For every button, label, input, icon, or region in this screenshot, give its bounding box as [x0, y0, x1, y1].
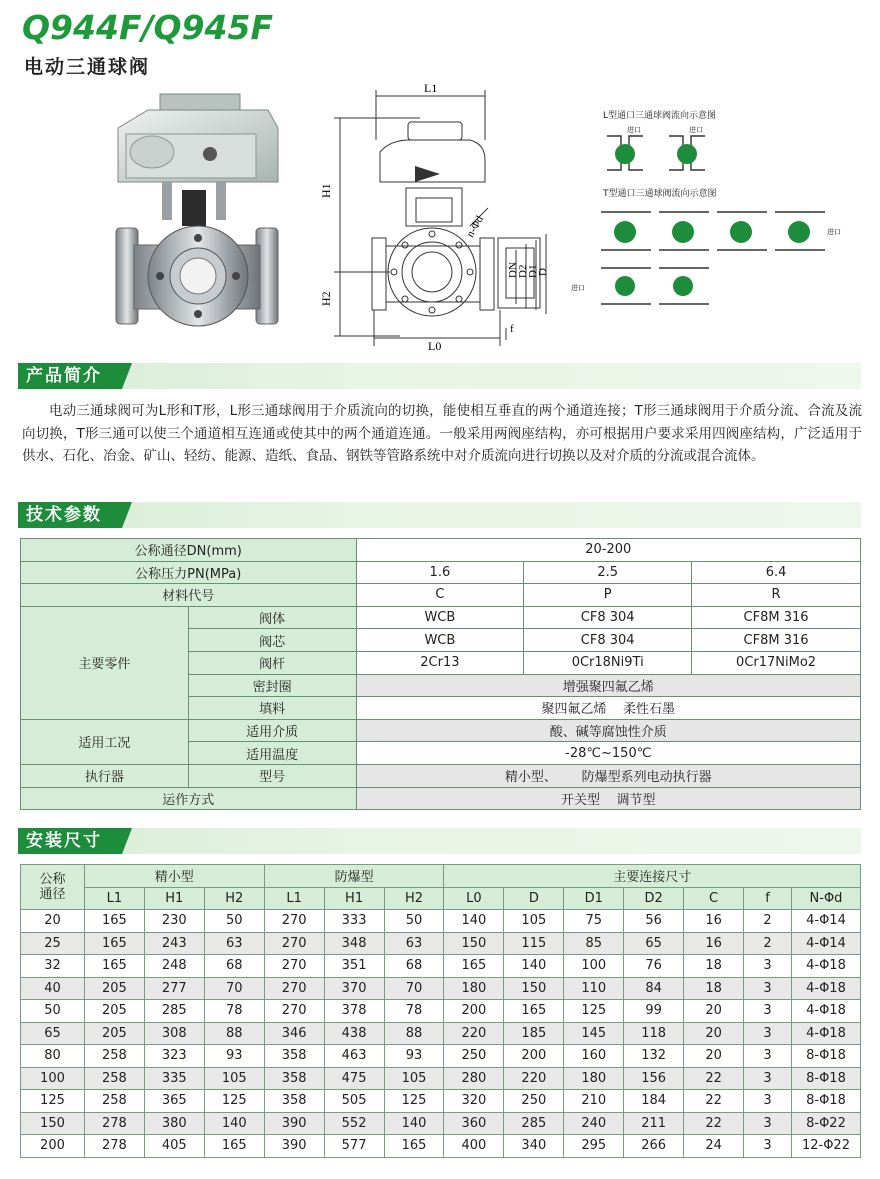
table-cell: 258	[84, 1045, 144, 1068]
table-cell: 125	[384, 1090, 444, 1113]
table-cell: 577	[324, 1135, 384, 1158]
table-cell: 93	[204, 1045, 264, 1068]
table-cell: 88	[204, 1022, 264, 1045]
table-cell: 4-Φ18	[791, 1022, 860, 1045]
dim-table-body	[21, 910, 861, 1158]
spec-pn-label: 公称压力PN(MPa)	[21, 561, 357, 584]
dim-column-header: C	[684, 887, 744, 910]
dim-subheader-row	[21, 887, 861, 910]
dim-label-l1: L1	[424, 81, 438, 95]
table-cell: 358	[264, 1090, 324, 1113]
table-cell: 3	[744, 977, 792, 1000]
intro-text: 电动三通球阀可为L形和T形，L形三通球阀用于介质流向的切换，能使相互垂直的两个通道连接；T形三通球阀用于介质分流、合流及流向切换，T形三通可以使三个通道相互连通或使其中的两个通道连通。一般采用两阀座结构，亦可根据用户要求采用四阀座结构，广泛适用于供水、石化、冶金、矿山、轻纺、能源、造纸、食品、钢铁等管路系统中对介质流向进行切换以及对介质的分流或混合流体。	[22, 403, 862, 464]
table-cell: 99	[624, 1000, 684, 1023]
table-row	[21, 1135, 861, 1158]
table-cell: 2	[744, 932, 792, 955]
dim-header-small: 精小型	[84, 865, 264, 888]
dim-dn-cell: 50	[21, 1000, 85, 1023]
dim-label-f: f	[510, 323, 514, 335]
table-cell: 105	[504, 910, 564, 933]
table-cell: 150	[504, 977, 564, 1000]
table-cell: 250	[504, 1090, 564, 1113]
table-cell: 505	[324, 1090, 384, 1113]
table-cell: 105	[204, 1067, 264, 1090]
spec-body-value: CF8 304	[524, 606, 692, 629]
table-cell: 84	[624, 977, 684, 1000]
table-cell: 22	[684, 1112, 744, 1135]
spec-material-code-label: 材料代号	[21, 584, 357, 607]
table-cell: 20	[684, 1022, 744, 1045]
table-cell: 380	[144, 1112, 204, 1135]
table-cell: 278	[84, 1112, 144, 1135]
dim-label-dn: DN	[507, 262, 519, 278]
dim-header-explosion: 防爆型	[264, 865, 444, 888]
table-cell: 205	[84, 1000, 144, 1023]
table-cell: 308	[144, 1022, 204, 1045]
intro-section-title: 产品简介	[18, 363, 122, 389]
table-cell: 68	[384, 955, 444, 978]
spec-packing-value: 聚四氟乙烯 柔性石墨	[356, 697, 861, 720]
table-cell: 405	[144, 1135, 204, 1158]
spec-condition-label: 适用工况	[21, 719, 189, 764]
table-cell: 18	[684, 955, 744, 978]
table-cell: 150	[444, 932, 504, 955]
table-cell: 184	[624, 1090, 684, 1113]
table-cell: 210	[564, 1090, 624, 1113]
table-cell: 140	[204, 1112, 264, 1135]
table-cell: 270	[264, 955, 324, 978]
table-cell: 360	[444, 1112, 504, 1135]
table-cell: 278	[84, 1135, 144, 1158]
table-cell: 8-Φ18	[791, 1090, 860, 1113]
table-cell: 348	[324, 932, 384, 955]
table-cell: 165	[384, 1135, 444, 1158]
table-cell: 475	[324, 1067, 384, 1090]
table-cell: 24	[684, 1135, 744, 1158]
dimension-drawing	[320, 78, 590, 353]
dim-header-connection: 主要连接尺寸	[444, 865, 861, 888]
dim-dn-cell: 80	[21, 1045, 85, 1068]
dim-label-nd: n-Φd	[464, 213, 486, 240]
table-cell: 280	[444, 1067, 504, 1090]
spec-temp-label: 适用温度	[188, 742, 356, 765]
dim-dn-cell: 32	[21, 955, 85, 978]
dim-label-d1: D1	[527, 264, 539, 278]
table-row	[21, 1045, 861, 1068]
table-row	[21, 1112, 861, 1135]
table-cell: 4-Φ14	[791, 932, 860, 955]
table-cell: 56	[624, 910, 684, 933]
dim-column-header: D	[504, 887, 564, 910]
dims-section-title: 安装尺寸	[18, 828, 122, 854]
spec-core-value: CF8M 316	[692, 629, 861, 652]
table-cell: 3	[744, 1112, 792, 1135]
dim-column-header: H2	[204, 887, 264, 910]
spec-medium-value: 酸、碱等腐蚀性介质	[356, 719, 861, 742]
table-row	[21, 932, 861, 955]
table-cell: 22	[684, 1090, 744, 1113]
table-cell: 180	[444, 977, 504, 1000]
table-cell: 2	[744, 910, 792, 933]
table-cell: 4-Φ18	[791, 955, 860, 978]
spec-seal-label: 密封圈	[188, 674, 356, 697]
table-cell: 205	[84, 977, 144, 1000]
table-cell: 4-Φ14	[791, 910, 860, 933]
table-cell: 65	[624, 932, 684, 955]
table-cell: 88	[384, 1022, 444, 1045]
table-cell: 132	[624, 1045, 684, 1068]
dim-dn-cell: 25	[21, 932, 85, 955]
spec-actuator-label: 执行器	[21, 764, 189, 787]
table-cell: 211	[624, 1112, 684, 1135]
spec-pn-value: 2.5	[524, 561, 692, 584]
table-cell: 333	[324, 910, 384, 933]
spec-stem-label: 阀杆	[188, 651, 356, 674]
dim-header-dn: 公称 通径	[21, 865, 85, 910]
table-cell: 358	[264, 1045, 324, 1068]
table-cell: 4-Φ18	[791, 977, 860, 1000]
table-row	[21, 1067, 861, 1090]
dim-column-header: D1	[564, 887, 624, 910]
table-cell: 8-Φ18	[791, 1045, 860, 1068]
table-cell: 351	[324, 955, 384, 978]
table-cell: 438	[324, 1022, 384, 1045]
table-cell: 18	[684, 977, 744, 1000]
table-cell: 358	[264, 1067, 324, 1090]
table-cell: 250	[444, 1045, 504, 1068]
dim-column-header: H1	[324, 887, 384, 910]
table-cell: 78	[384, 1000, 444, 1023]
spec-temp-value: -28℃~150℃	[356, 742, 861, 765]
table-cell: 78	[204, 1000, 264, 1023]
table-cell: 165	[84, 955, 144, 978]
spec-pn-value: 6.4	[692, 561, 861, 584]
table-cell: 3	[744, 1022, 792, 1045]
spec-dn-label: 公称通径DN(mm)	[21, 539, 357, 562]
t-flow-title: T型通口三通球阀流向示意图	[603, 189, 717, 199]
spec-material-code: C	[356, 584, 524, 607]
flow-diagram	[571, 108, 855, 340]
table-cell: 258	[84, 1090, 144, 1113]
dim-column-header: D2	[624, 887, 684, 910]
table-cell: 346	[264, 1022, 324, 1045]
table-cell: 258	[84, 1067, 144, 1090]
spec-main-parts-label: 主要零件	[21, 606, 189, 719]
dim-column-header: H1	[144, 887, 204, 910]
table-cell: 270	[264, 1000, 324, 1023]
table-cell: 12-Φ22	[791, 1135, 860, 1158]
table-cell: 270	[264, 910, 324, 933]
dimension-table	[20, 864, 861, 1158]
table-cell: 320	[444, 1090, 504, 1113]
spec-core-label: 阀芯	[188, 629, 356, 652]
table-cell: 50	[204, 910, 264, 933]
table-cell: 140	[504, 955, 564, 978]
spec-table	[20, 538, 861, 810]
table-cell: 400	[444, 1135, 504, 1158]
dim-column-header: L1	[84, 887, 144, 910]
table-cell: 68	[204, 955, 264, 978]
table-cell: 165	[444, 955, 504, 978]
table-cell: 552	[324, 1112, 384, 1135]
dim-dn-cell: 40	[21, 977, 85, 1000]
table-cell: 100	[564, 955, 624, 978]
table-cell: 390	[264, 1112, 324, 1135]
table-cell: 4-Φ18	[791, 1000, 860, 1023]
table-cell: 63	[204, 932, 264, 955]
inlet-label-2: 进口	[689, 126, 703, 134]
table-cell: 248	[144, 955, 204, 978]
dim-label-l0: L0	[428, 339, 442, 353]
table-cell: 270	[264, 932, 324, 955]
table-cell: 156	[624, 1067, 684, 1090]
table-cell: 125	[204, 1090, 264, 1113]
dim-label-d: D	[537, 268, 549, 276]
table-cell: 180	[564, 1067, 624, 1090]
table-cell: 20	[684, 1045, 744, 1068]
table-cell: 205	[84, 1022, 144, 1045]
table-cell: 118	[624, 1022, 684, 1045]
table-cell: 266	[624, 1135, 684, 1158]
table-cell: 185	[504, 1022, 564, 1045]
table-cell: 160	[564, 1045, 624, 1068]
inlet-label-1: 进口	[627, 126, 641, 134]
spec-type-label: 型号	[188, 764, 356, 787]
dim-dn-cell: 125	[21, 1090, 85, 1113]
dim-dn-cell: 150	[21, 1112, 85, 1135]
table-cell: 165	[504, 1000, 564, 1023]
table-cell: 20	[684, 1000, 744, 1023]
table-cell: 3	[744, 1135, 792, 1158]
table-cell: 165	[84, 932, 144, 955]
table-cell: 285	[144, 1000, 204, 1023]
table-row	[21, 1090, 861, 1113]
dim-column-header: H2	[384, 887, 444, 910]
table-cell: 70	[204, 977, 264, 1000]
table-cell: 63	[384, 932, 444, 955]
spec-core-value: CF8 304	[524, 629, 692, 652]
spec-core-value: WCB	[356, 629, 524, 652]
table-row	[21, 1022, 861, 1045]
table-cell: 270	[264, 977, 324, 1000]
table-cell: 125	[564, 1000, 624, 1023]
table-cell: 340	[504, 1135, 564, 1158]
table-cell: 295	[564, 1135, 624, 1158]
table-cell: 230	[144, 910, 204, 933]
table-cell: 463	[324, 1045, 384, 1068]
spec-seal-value: 增强聚四氟乙烯	[356, 674, 861, 697]
spec-dn-value: 20-200	[356, 539, 861, 562]
intro-section-bar	[18, 363, 861, 389]
table-cell: 50	[384, 910, 444, 933]
table-cell: 365	[144, 1090, 204, 1113]
table-cell: 140	[384, 1112, 444, 1135]
spec-type-value: 精小型、 防爆型系列电动执行器	[356, 764, 861, 787]
table-cell: 22	[684, 1067, 744, 1090]
l-flow-title: L型通口三通球阀流向示意图	[603, 111, 717, 121]
table-cell: 165	[84, 910, 144, 933]
table-row	[21, 1000, 861, 1023]
table-cell: 105	[384, 1067, 444, 1090]
table-cell: 3	[744, 955, 792, 978]
table-cell: 200	[504, 1045, 564, 1068]
table-row	[21, 977, 861, 1000]
dim-dn-cell: 20	[21, 910, 85, 933]
table-cell: 3	[744, 1045, 792, 1068]
dim-dn-cell: 65	[21, 1022, 85, 1045]
dim-dn-cell: 200	[21, 1135, 85, 1158]
table-cell: 115	[504, 932, 564, 955]
spec-stem-value: 2Cr13	[356, 651, 524, 674]
valve-photo	[108, 90, 298, 340]
table-cell: 243	[144, 932, 204, 955]
spec-pn-value: 1.6	[356, 561, 524, 584]
table-cell: 8-Φ18	[791, 1067, 860, 1090]
table-cell: 140	[444, 910, 504, 933]
table-cell: 8-Φ22	[791, 1112, 860, 1135]
table-cell: 390	[264, 1135, 324, 1158]
spec-stem-value: 0Cr17NiMo2	[692, 651, 861, 674]
table-cell: 277	[144, 977, 204, 1000]
spec-body-value: CF8M 316	[692, 606, 861, 629]
dim-column-header: L0	[444, 887, 504, 910]
inlet-label-4: 进口	[571, 284, 585, 292]
table-cell: 76	[624, 955, 684, 978]
product-subtitle: 电动三通球阀	[24, 56, 151, 78]
table-cell: 323	[144, 1045, 204, 1068]
table-cell: 110	[564, 977, 624, 1000]
spec-packing-label: 填料	[188, 697, 356, 720]
spec-mode-label: 运作方式	[21, 787, 357, 810]
specs-section-bar	[18, 502, 861, 528]
dim-label-d2: D2	[517, 264, 529, 278]
spec-medium-label: 适用介质	[188, 719, 356, 742]
spec-stem-value: 0Cr18Ni9Ti	[524, 651, 692, 674]
dim-dn-cell: 100	[21, 1067, 85, 1090]
table-cell: 75	[564, 910, 624, 933]
table-cell: 70	[384, 977, 444, 1000]
specs-section-title: 技术参数	[18, 502, 122, 528]
model-title: Q944F/Q945F	[22, 8, 274, 47]
table-cell: 335	[144, 1067, 204, 1090]
dim-column-header: N-Φd	[791, 887, 860, 910]
table-cell: 378	[324, 1000, 384, 1023]
table-cell: 200	[444, 1000, 504, 1023]
table-cell: 220	[504, 1067, 564, 1090]
table-row	[21, 910, 861, 933]
spec-material-code: P	[524, 584, 692, 607]
table-cell: 3	[744, 1000, 792, 1023]
table-cell: 370	[324, 977, 384, 1000]
table-cell: 3	[744, 1067, 792, 1090]
flow-schematics	[571, 108, 855, 340]
table-cell: 3	[744, 1090, 792, 1113]
spec-material-code: R	[692, 584, 861, 607]
table-cell: 16	[684, 910, 744, 933]
table-row	[21, 955, 861, 978]
spec-mode-value: 开关型 调节型	[356, 787, 861, 810]
dim-label-h2: H2	[319, 291, 333, 306]
table-cell: 165	[204, 1135, 264, 1158]
table-cell: 220	[444, 1022, 504, 1045]
dim-column-header: L1	[264, 887, 324, 910]
dim-label-h1: H1	[319, 183, 333, 198]
table-cell: 16	[684, 932, 744, 955]
spec-body-value: WCB	[356, 606, 524, 629]
table-cell: 93	[384, 1045, 444, 1068]
table-cell: 85	[564, 932, 624, 955]
table-cell: 285	[504, 1112, 564, 1135]
table-cell: 145	[564, 1022, 624, 1045]
dims-section-bar	[18, 828, 861, 854]
dim-column-header: f	[744, 887, 792, 910]
inlet-label-3: 进口	[827, 228, 841, 236]
table-cell: 240	[564, 1112, 624, 1135]
spec-body-label: 阀体	[188, 606, 356, 629]
